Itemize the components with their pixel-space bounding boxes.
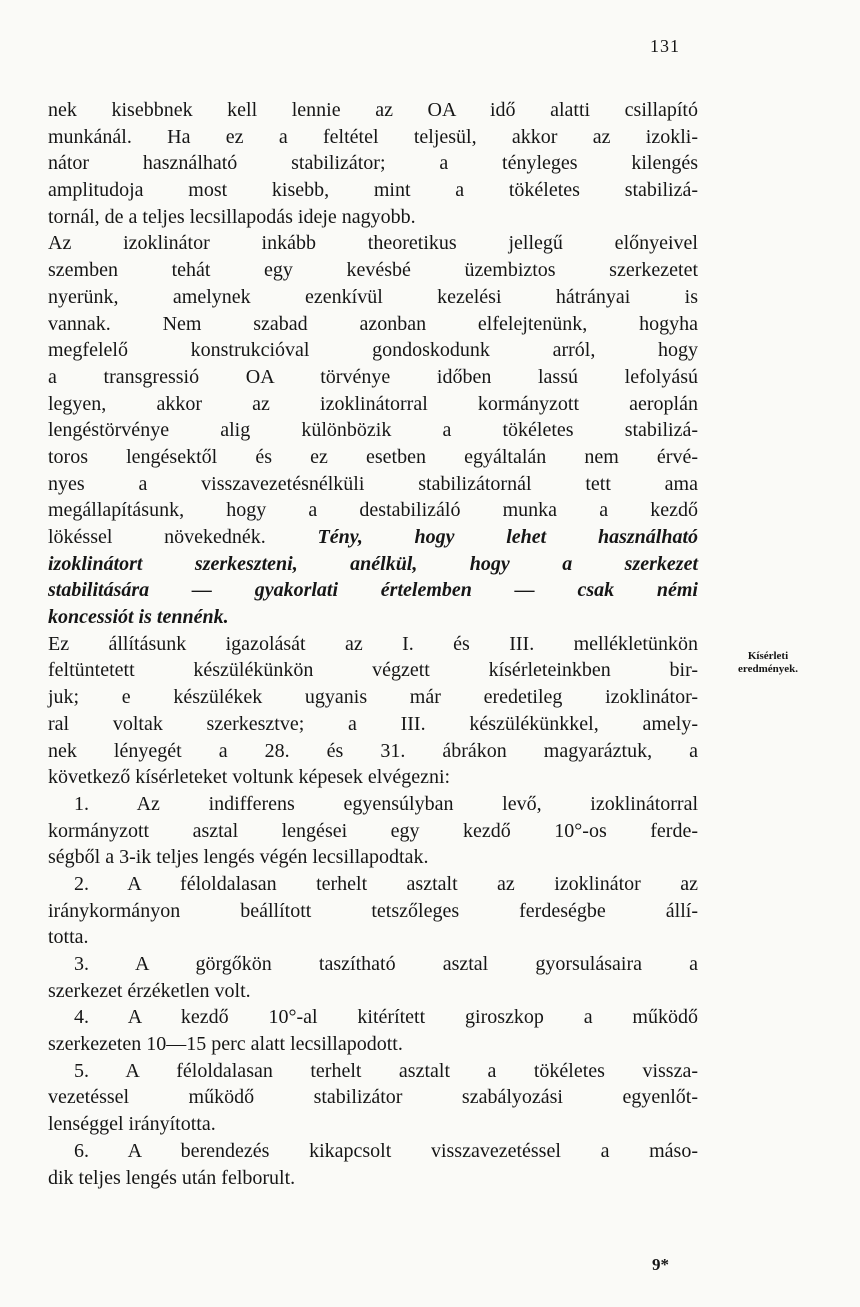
text-line: stabilitására — gyakorlati értelemben — csak némi	[48, 579, 698, 602]
body-text	[48, 97, 698, 1191]
text-line: nek kisebbnek kell lennie az OA idő alatti csillapító	[48, 99, 698, 121]
text-line: lengéstörvénye alig különbözik a tökéletes stabilizá-	[48, 419, 698, 442]
text-line: kormányzott asztal lengései egy kezdő 10°-os ferde-	[48, 819, 698, 842]
text-line: megfelelő konstrukcióval gondoskodunk arról, hogy	[48, 339, 698, 362]
text-line: juk; e készülékek ugyanis már eredetileg izoklinátor-	[48, 686, 698, 709]
text-line: a transgressió OA törvénye időben lassú lefolyású	[48, 365, 698, 388]
text-line: ral voltak szerkesztve; a III. készülékünkkel, amely-	[48, 712, 698, 735]
text-line: szemben tehát egy kevésbé üzembiztos szerkezetet	[48, 259, 698, 282]
text-line: izoklinátort szerkeszteni, anélkül, hogy a szerkezet	[48, 552, 698, 575]
text-line: nátor használható stabilizátor; a tényleges kilengés	[48, 152, 698, 175]
text-line: totta.	[48, 926, 89, 949]
text-line: 6. A berendezés kikapcsolt visszavezetéssel a máso-	[74, 1139, 698, 1162]
text-line: 4. A kezdő 10°-al kitérített giroszkop a működő	[74, 1006, 698, 1029]
text-line: iránykormányon beállított tetszőleges ferdeségbe állí-	[48, 899, 698, 922]
text-line: legyen, akkor az izoklinátorral kormányzott aeroplán	[48, 392, 698, 415]
text-line	[48, 524, 698, 551]
text-line: 3. A görgőkön taszítható asztal gyorsulásaira a	[74, 953, 698, 975]
text-line: nyes a visszavezetésnélküli stabilizátornál tett ama	[48, 472, 698, 495]
text-line: 1. Az indifferens egyensúlyban levő, izoklinátorral	[74, 792, 698, 815]
margin-note: Kísérleti eredmények.	[738, 650, 798, 675]
page-number: 131	[650, 36, 680, 56]
text-line: amplitudoja most kisebb, mint a tökéletes stabilizá-	[48, 179, 698, 202]
text-line: Ez állításunk igazolását az I. és III. mellékletünkön	[48, 632, 698, 655]
text-line: toros lengésektől és ez esetben egyáltalán nem érvé-	[48, 445, 698, 468]
text-line: vannak. Nem szabad azonban elfelejtenünk, hogyha	[48, 312, 698, 335]
text-line: szerkezeten 10—15 perc alatt lecsillapodott.	[48, 1033, 403, 1056]
text-line: nyerünk, amelynek ezenkívül kezelési hátrányai is	[48, 285, 698, 308]
text-line: 5. A féloldalasan terhelt asztalt a tökéletes vissza-	[74, 1059, 698, 1082]
text-line: nek lényegét a 28. és 31. ábrákon magyaráztuk, a	[48, 739, 698, 762]
text-line: szerkezet érzéketlen volt.	[48, 979, 251, 1002]
text-line: 2. A féloldalasan terhelt asztalt az izoklinátor az	[74, 872, 698, 895]
text-line: megállapításunk, hogy a destabilizáló munka a kezdő	[48, 499, 698, 522]
emphasis-run: Tény, hogy lehet használható	[265, 526, 698, 548]
text-line: vezetéssel működő stabilizátor szabályozási egyenlőt-	[48, 1086, 698, 1109]
text-line: koncessiót is tennénk.	[48, 606, 229, 629]
text-line: munkánál. Ha ez a feltétel teljesül, akkor az izokli-	[48, 125, 698, 148]
signature-mark: 9*	[652, 1255, 669, 1274]
text-line: feltüntetett készülékünkön végzett kísérleteinkben bir-	[48, 659, 698, 682]
text-line: ségből a 3-ik teljes lengés végén lecsillapodtak.	[48, 846, 429, 869]
text-run: lökéssel növekednék.	[48, 526, 266, 548]
text-line: tornál, de a teljes lecsillapodás ideje nagyobb.	[48, 205, 416, 228]
text-line: dik teljes lengés után felborult.	[48, 1166, 296, 1189]
text-line: Az izoklinátor inkább theoretikus jellegű előnyeivel	[48, 232, 698, 255]
text-line: következő kísérleteket voltunk képesek elvégezni:	[48, 766, 451, 789]
text-line: lenséggel irányította.	[48, 1113, 216, 1136]
